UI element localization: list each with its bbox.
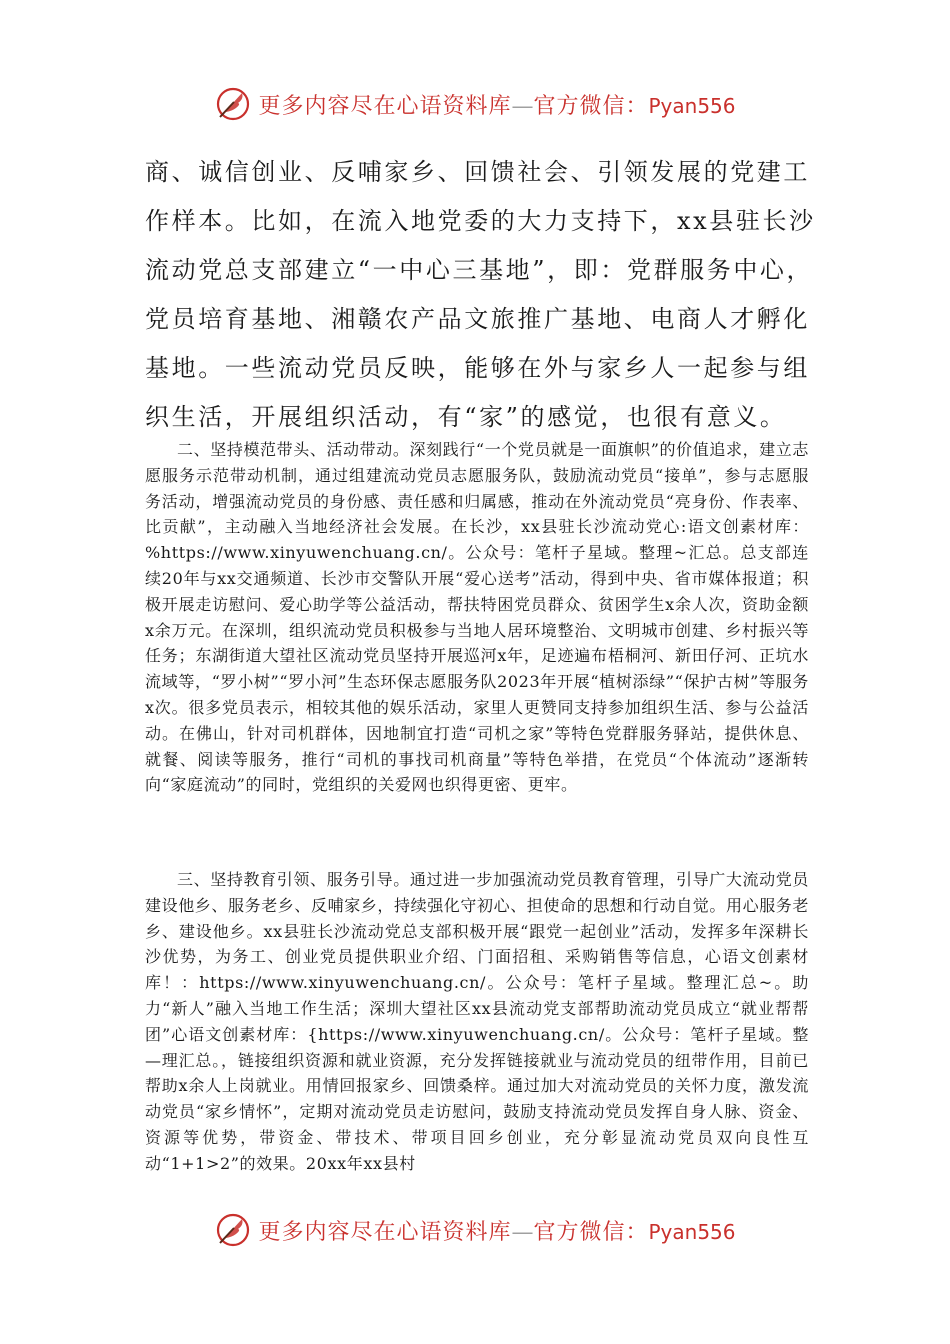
feather-pen-logo-icon <box>214 85 252 123</box>
text-line: 党员培育基地、湘赣农产品文旅推广基地、电商人才孵化 <box>145 305 810 333</box>
feather-pen-logo-icon <box>214 1211 252 1249</box>
header-banner <box>0 82 950 126</box>
text-line: 商、诚信创业、反哺家乡、回馈社会、引领发展的党建工 <box>145 158 810 186</box>
text-line: 织生活，开展组织活动，有“家”的感觉，也很有意义。 <box>145 403 787 431</box>
section-2-paragraph: 二、坚持模范带头、活动带动。深刻践行“一个党员就是一面旗帜”的价值追求，建立志愿服务示范带动机制，通过组建流动党员志愿服务队，鼓励流动党员“接单”，参与志愿服务活动，增强流动党员的身份感、责任感和归属感，推动在外流动党员“亮身份、作表率、比贡献”，主动融入当地经济社会发展。在长沙，xx县驻长沙流动党心:语文创素材库：%https://www.xinyuwenchuang.cn/。公众号：笔杆子星域。整理~汇总。总支部连续20年与xx交通频道、长沙市交警队开展“爱心送考”活动，得到中央、省市媒体报道；积极开展走访慰问、爱心助学等公益活动，帮扶特困党员群众、贫困学生x余人次，资助金额x余万元。在深圳，组织流动党员积极参与当地人居环境整治、文明城市创建、乡村振兴等任务；东湖街道大望社区流动党员坚持开展巡河x年，足迹遍布梧桐河、新田仔河、正坑水流域等，“罗小树”“罗小河”生态环保志愿服务队2023年开展“植树添绿”“保护古树”等服务x次。很多党员表示，相较其他的娱乐活动，家里人更赞同支持参加组织生活、参与公益活动。在佛山，针对司机群体，因地制宜打造“司机之家”等特色党群服务驿站，提供休息、就餐、阅读等服务，推行“司机的事找司机商量”等特色举措，在党员“个体流动”逐渐转向“家庭流动”的同时，党组织的关爱网也织得更密、更牢。 <box>145 440 809 795</box>
section-3-paragraph: 三、坚持教育引领、服务引导。通过进一步加强流动党员教育管理，引导广大流动党员建设他乡、服务老乡、反哺家乡，持续强化守初心、担使命的思想和行动自觉。用心服务老乡、建设他乡。xx县驻长沙流动党总支部积极开展“跟党一起创业”活动，发挥多年深耕长沙优势，为务工、创业党员提供职业介绍、门面招租、采购销售等信息，心语文创素材库！：https://www.xinyuwenchuang.cn/。公众号：笔杆子星域。整理汇总~。助力“新人”融入当地工作生活；深圳大望社区xx县流动党支部帮助流动党员成立“就业帮帮团”心语文创素材库：{https://www.xinyuwenchuang.cn/。公众号：笔杆子星域。整—理汇总。，链接组织资源和就业资源，充分发挥链接就业与流动党员的纽带作用，目前已帮助x余人上岗就业。用情回报家乡、回馈桑梓。通过加大对流动党员的关怀力度，激发流动党员“家乡情怀”，定期对流动党员走访慰问，鼓励支持流动党员发挥自身人脉、资金、资源等优势，带资金、带技术、带项目回乡创业，充分彰显流动党员双向良性互动“1+1>2”的效果。20xx年xx县村 <box>145 870 810 1173</box>
text-line: 作样本。比如，在流入地党委的大力支持下，xx县驻长沙 <box>145 207 816 235</box>
banner-text: 更多内容尽在心语资料库—官方微信：Pyan556 <box>258 1219 736 1245</box>
footer-banner <box>0 1208 950 1252</box>
banner-text: 更多内容尽在心语资料库—官方微信：Pyan556 <box>258 93 736 119</box>
lead-paragraph <box>145 148 816 442</box>
text-line: 基地。一些流动党员反映，能够在外与家乡人一起参与组 <box>145 354 810 382</box>
text-line: 流动党总支部建立“一中心三基地”，即：党群服务中心， <box>145 256 814 284</box>
